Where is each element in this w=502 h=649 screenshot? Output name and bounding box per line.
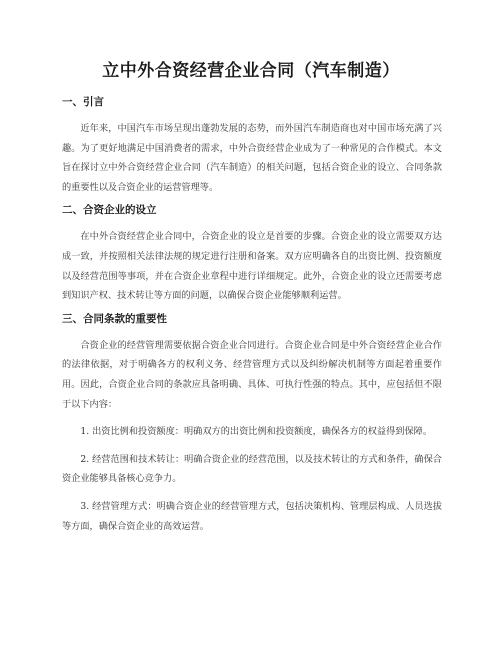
section-contract-terms bbox=[62, 312, 442, 536]
section-heading: 一、引言 bbox=[62, 96, 104, 108]
paragraph: 合资企业的经营管理需要依据合资企业合同进行。合资企业合同是中外合资经营企业合作的法律依据，对于明确各方的权利义务、经营管理方式以及纠纷解决机制等方面起着重要作用。因此，合资企业合同的条款应具备明确、具体、可执行性强的特点。其中，应包括但不限于以下内容： bbox=[62, 339, 442, 410]
section-introduction bbox=[62, 95, 442, 197]
paragraph: 近年来，中国汽车市场呈现出蓬勃发展的态势，而外国汽车制造商也对中国市场充满了兴趣。为了更好地满足中国消费者的需求，中外合资经营企业成为了一种常见的合作模式。本文旨在探讨立中外合资经营企业合同（汽车制造）的相关问题，包括合资企业的设立、合同条款的重要性以及合资企业的运营管理等。 bbox=[62, 123, 442, 193]
paragraph: 在中外合资经营企业合同中，合资企业的设立是首要的步骤。合资企业的设立需要双方达成一致，并按照相关法律法规的规定进行注册和备案。双方应明确各自的出资比例、投资额度以及经营范围等事项，并在合资企业章程中进行详细规定。此外，合资企业的设立还需要考虑到知识产权、技术转让等方面的问题，以确保合资企业能够顺利运营。 bbox=[62, 231, 442, 302]
document-title: 立中外合资经营企业合同（汽车制造） bbox=[102, 61, 400, 81]
document-body bbox=[62, 95, 442, 536]
section-establishment bbox=[62, 203, 442, 305]
list-item: 3. 经营管理方式：明确合资企业的经营管理方式，包括决策机构、管理层构成、人员选拔等方面，确保合资企业的高效运营。 bbox=[62, 500, 442, 532]
section-heading: 三、合同条款的重要性 bbox=[62, 312, 167, 325]
section-heading: 二、合资企业的设立 bbox=[62, 204, 157, 217]
list-item: 1. 出资比例和投资额度：明确双方的出资比例和投资额度，确保各方的权益得到保障。 bbox=[80, 426, 433, 438]
list-item: 2. 经营范围和技术转让：明确合资企业的经营范围，以及技术转让的方式和条件，确保合资企业能够具备核心竞争力。 bbox=[62, 453, 442, 485]
